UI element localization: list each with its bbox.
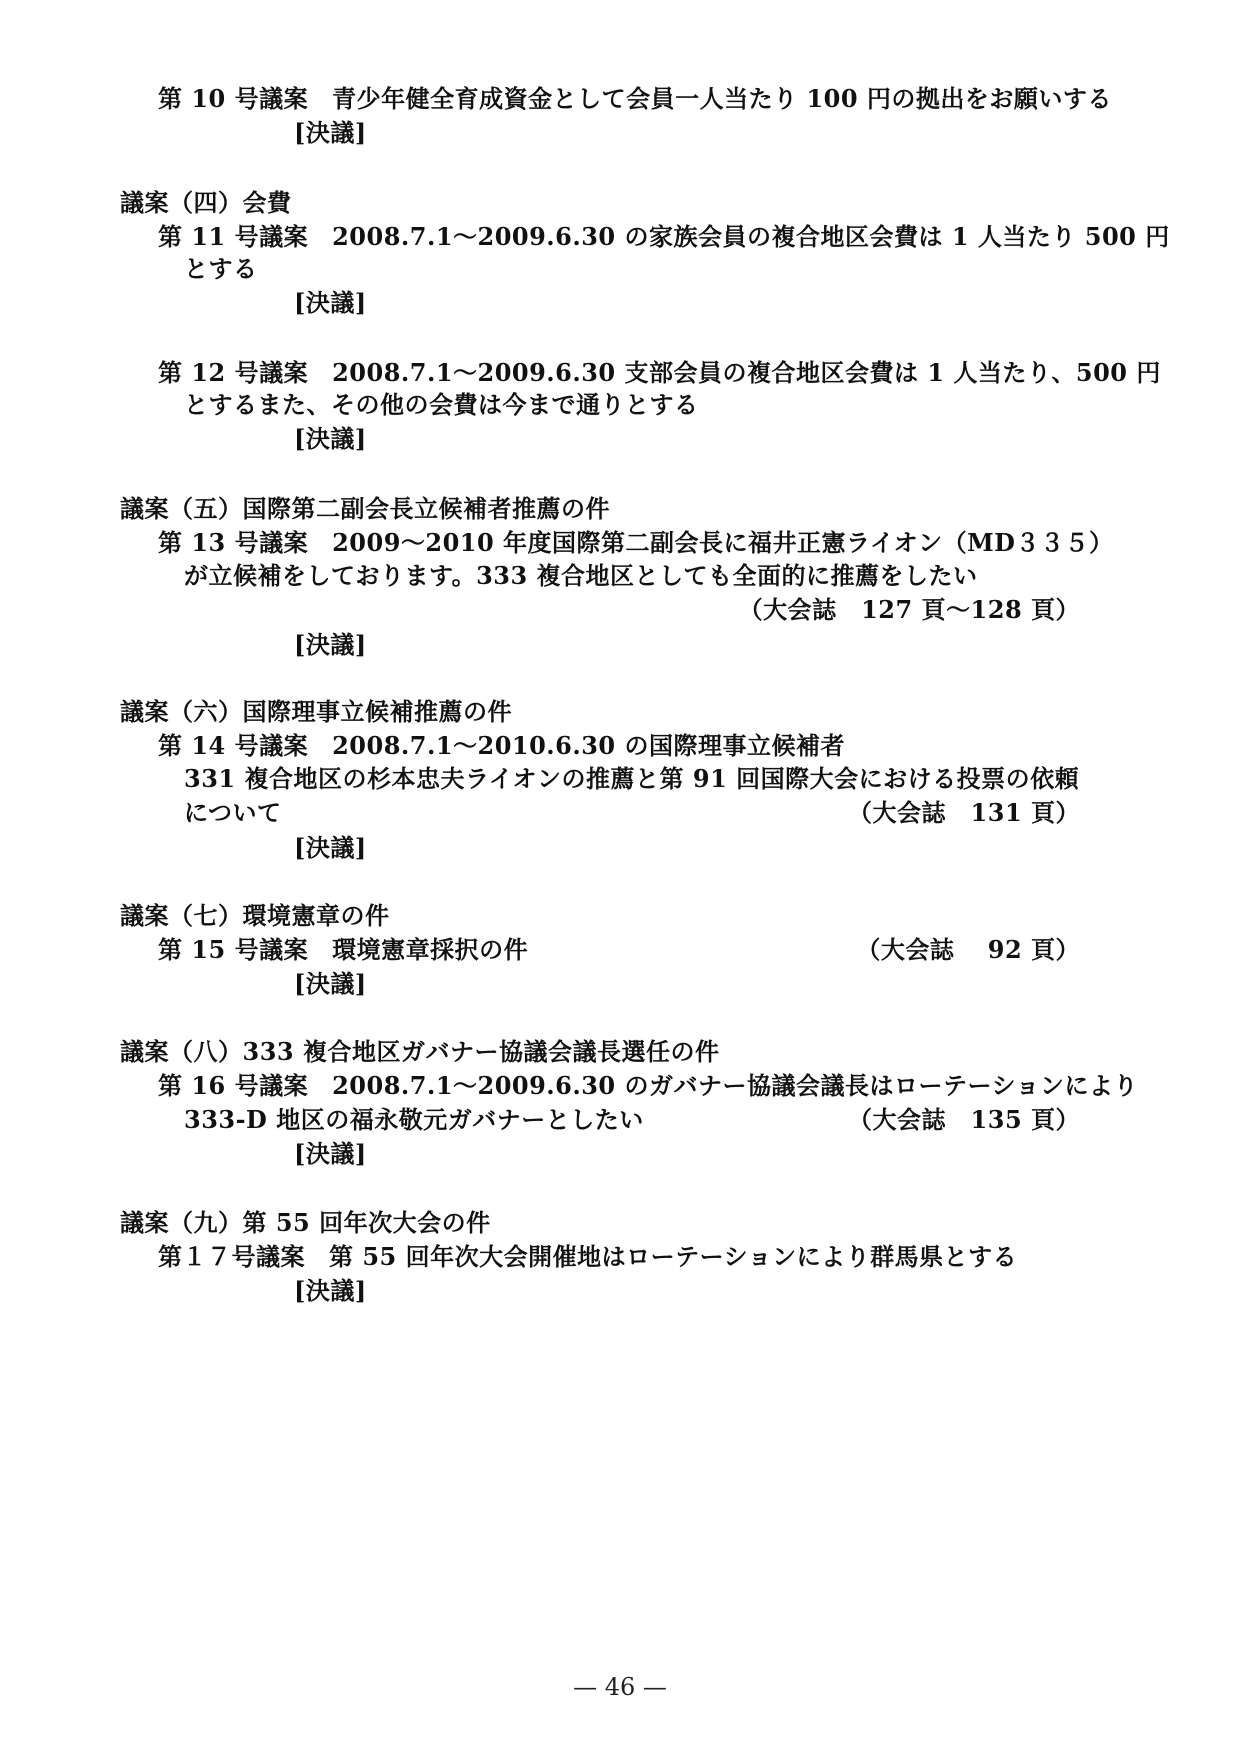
agenda-item-text: 2009～2010 年度国際第二副会長に福井正憲ライオン（MD３３５） — [332, 528, 1114, 557]
agenda-item-16 — [158, 1071, 1138, 1101]
resolution-label: [決議] — [294, 118, 367, 147]
reference-note: （大会誌 127 頁～128 頁） — [738, 595, 1080, 624]
resolution-label: [決議] — [294, 288, 367, 317]
agenda-item-text-continued: が立候補をしております。333 複合地区としても全面的に推薦をしたい — [184, 561, 978, 590]
agenda-item-text: 2008.7.1～2009.6.30 支部会員の複合地区会費は 1 人当たり、500 円 — [332, 358, 1161, 387]
agenda-item-11 — [158, 222, 1170, 252]
agenda-item-10 — [158, 84, 1112, 114]
resolution-label: [決議] — [294, 1139, 367, 1168]
agenda-item-17 — [158, 1242, 1017, 1272]
agenda-item-number: 第 15 号議案 — [158, 935, 309, 964]
agenda-item-12 — [158, 358, 1161, 388]
agenda-item-text-continued: とするまた、その他の会費は今まで通りとする — [184, 390, 699, 419]
resolution-label: [決議] — [294, 424, 367, 453]
agenda-item-text: 青少年健全育成資金として会員一人当たり 100 円の拠出をお願いする — [332, 84, 1112, 113]
agenda-item-text: 2008.7.1～2010.6.30 の国際理事立候補者 — [332, 731, 845, 760]
reference-note: （大会誌 92 頁） — [856, 935, 1080, 964]
agenda-item-15 — [158, 935, 528, 965]
section-heading: 議案（九）第 55 回年次大会の件 — [120, 1208, 491, 1237]
agenda-item-number: 第 13 号議案 — [158, 528, 309, 557]
agenda-item-text-continued: 331 複合地区の杉本忠夫ライオンの推薦と第 91 回国際大会における投票の依頼 — [184, 764, 1080, 793]
agenda-item-number: 第 14 号議案 — [158, 731, 309, 760]
resolution-label: [決議] — [294, 833, 367, 862]
section-heading: 議案（八）333 複合地区ガバナー協議会議長選任の件 — [120, 1037, 720, 1066]
reference-note: （大会誌 131 頁） — [848, 798, 1080, 827]
resolution-label: [決議] — [294, 630, 367, 659]
page-number: — 46 — — [573, 1673, 667, 1701]
agenda-item-text: 環境憲章採択の件 — [332, 935, 529, 964]
agenda-item-number: 第 12 号議案 — [158, 358, 309, 387]
agenda-item-14 — [158, 731, 845, 761]
reference-note: （大会誌 135 頁） — [848, 1105, 1080, 1134]
agenda-item-number: 第１７号議案 — [158, 1242, 305, 1271]
agenda-item-number: 第 16 号議案 — [158, 1071, 309, 1100]
resolution-label: [決議] — [294, 969, 367, 998]
agenda-item-text: 2008.7.1～2009.6.30 の家族会員の複合地区会費は 1 人当たり 500 円 — [332, 222, 1170, 251]
agenda-item-text-continued: について — [184, 798, 282, 827]
agenda-item-13 — [158, 528, 1114, 558]
section-heading: 議案（六）国際理事立候補推薦の件 — [120, 697, 512, 726]
resolution-label: [決議] — [294, 1276, 367, 1305]
agenda-item-number: 第 10 号議案 — [158, 84, 309, 113]
agenda-item-text-continued: とする — [184, 254, 258, 283]
agenda-item-text: 2008.7.1～2009.6.30 のガバナー協議会議長はローテーションにより — [332, 1071, 1139, 1100]
section-heading: 議案（五）国際第二副会長立候補者推薦の件 — [120, 494, 610, 523]
agenda-item-number: 第 11 号議案 — [158, 222, 309, 251]
agenda-item-text-continued: 333-D 地区の福永敬元ガバナーとしたい — [184, 1105, 644, 1134]
agenda-item-text: 第 55 回年次大会開催地はローテーションにより群馬県とする — [329, 1242, 1018, 1271]
section-heading: 議案（四）会費 — [120, 188, 292, 217]
section-heading: 議案（七）環境憲章の件 — [120, 901, 390, 930]
